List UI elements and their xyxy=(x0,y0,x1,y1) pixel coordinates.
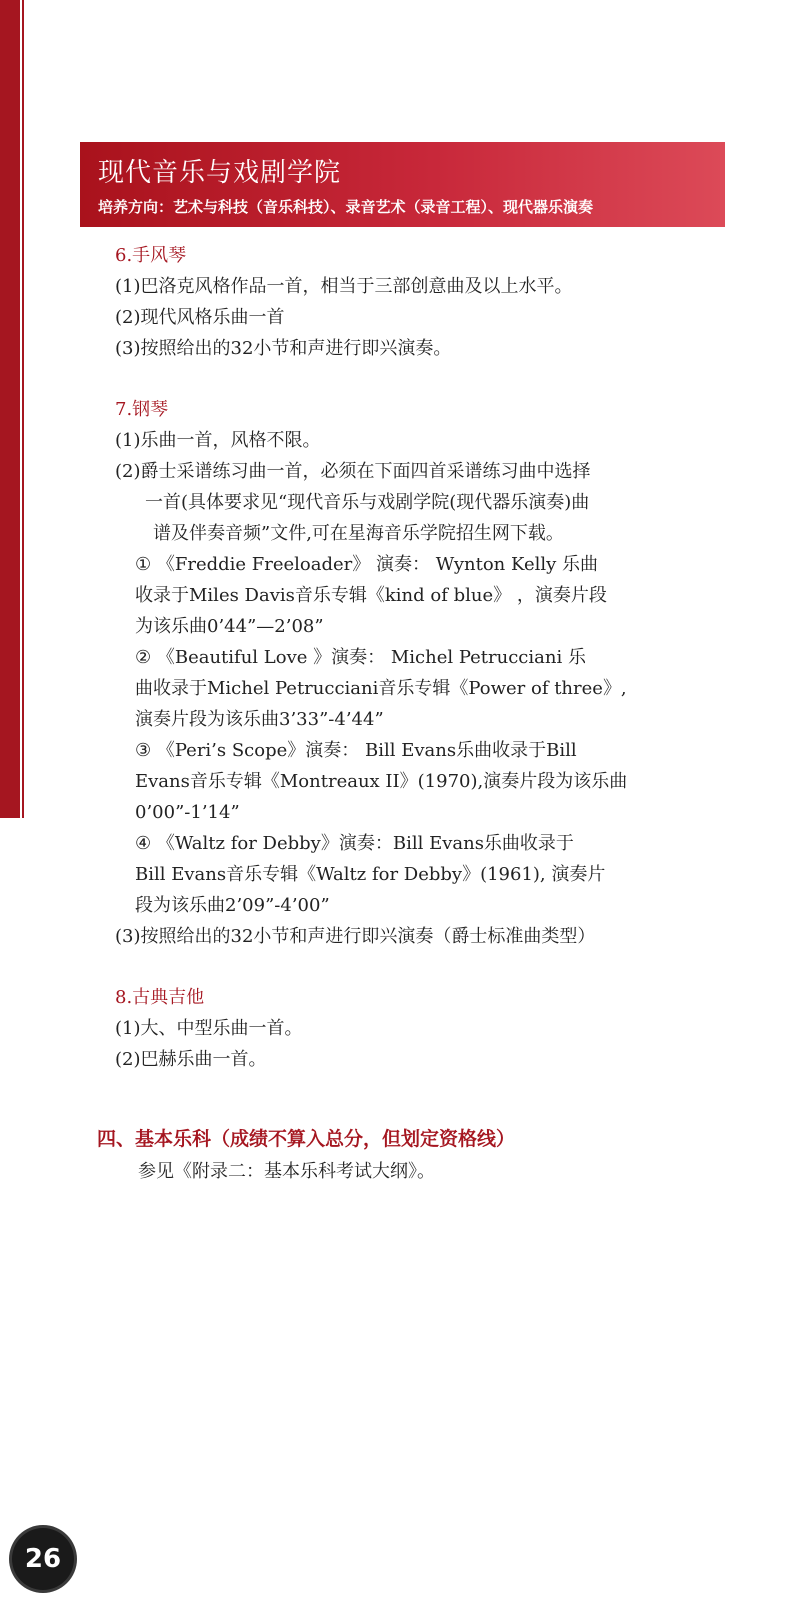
accordion-item: (3)按照给出的32小节和声进行即兴演奏。 xyxy=(115,338,452,359)
piece-line: 段为该乐曲2’09”-4’00” xyxy=(135,895,330,916)
piece-line: ② 《Beautiful Love 》演奏： Michel Petrucciani 乐 xyxy=(135,647,586,668)
piano-heading: 7.钢琴 xyxy=(115,399,169,420)
guitar-item: (2)巴赫乐曲一首。 xyxy=(115,1049,267,1070)
main-content xyxy=(115,240,715,1075)
piece-line: 演奏片段为该乐曲3’33”-4’44” xyxy=(135,709,384,730)
piano-item-continuation: 谱及伴奏音频”文件,可在星海音乐学院招生网下载。 xyxy=(153,523,564,544)
guitar-heading: 8.古典吉他 xyxy=(115,987,205,1008)
left-decorative-bar xyxy=(0,0,20,818)
page-number-badge xyxy=(12,1528,74,1590)
piece-line: ③ 《Peri’s Scope》演奏： Bill Evans乐曲收录于Bill xyxy=(135,740,577,761)
guitar-item: (1)大、中型乐曲一首。 xyxy=(115,1018,303,1039)
piece-line: ④ 《Waltz for Debby》演奏：Bill Evans乐曲收录于 xyxy=(135,833,574,854)
piano-item: (3)按照给出的32小节和声进行即兴演奏（爵士标准曲类型） xyxy=(115,926,596,947)
banner-subtitle: 培养方向：艺术与科技（音乐科技）、录音艺术（录音工程）、现代器乐演奏 xyxy=(98,198,594,216)
basic-music-heading: 四、基本乐科（成绩不算入总分，但划定资格线） xyxy=(97,1128,516,1150)
accordion-heading: 6.手风琴 xyxy=(115,245,187,266)
piece-line: 曲收录于Michel Petrucciani音乐专辑《Power of three》, xyxy=(135,678,627,699)
banner-title: 现代音乐与戏剧学院 xyxy=(98,158,342,188)
left-decorative-line xyxy=(22,0,24,818)
piano-item-continuation: 一首(具体要求见“现代音乐与戏剧学院(现代器乐演奏)曲 xyxy=(145,492,590,513)
spacer xyxy=(115,364,715,394)
accordion-item: (1)巴洛克风格作品一首，相当于三部创意曲及以上水平。 xyxy=(115,276,573,297)
piano-item: (2)爵士采谱练习曲一首，必须在下面四首采谱练习曲中选择 xyxy=(115,461,591,482)
accordion-item: (2)现代风格乐曲一首 xyxy=(115,307,285,328)
piece-line: 为该乐曲0’44”—2’08” xyxy=(135,616,324,637)
piece-line: 收录于Miles Davis音乐专辑《kind of blue》 ，演奏片段 xyxy=(135,585,607,606)
spacer xyxy=(115,952,715,982)
piece-line: Evans音乐专辑《Montreaux II》(1970),演奏片段为该乐曲 xyxy=(135,771,628,792)
piece-line: 0’00”-1’14” xyxy=(135,802,240,823)
piano-item: (1)乐曲一首，风格不限。 xyxy=(115,430,321,451)
page-number: 26 xyxy=(24,1544,62,1574)
piece-line: Bill Evans音乐专辑《Waltz for Debby》(1961), 演奏片 xyxy=(135,864,606,885)
piece-line: ① 《Freddie Freeloader》 演奏： Wynton Kelly 乐曲 xyxy=(135,554,598,575)
section-banner xyxy=(80,142,725,227)
basic-music-body: 参见《附录二：基本乐科考试大纲》。 xyxy=(138,1161,435,1182)
